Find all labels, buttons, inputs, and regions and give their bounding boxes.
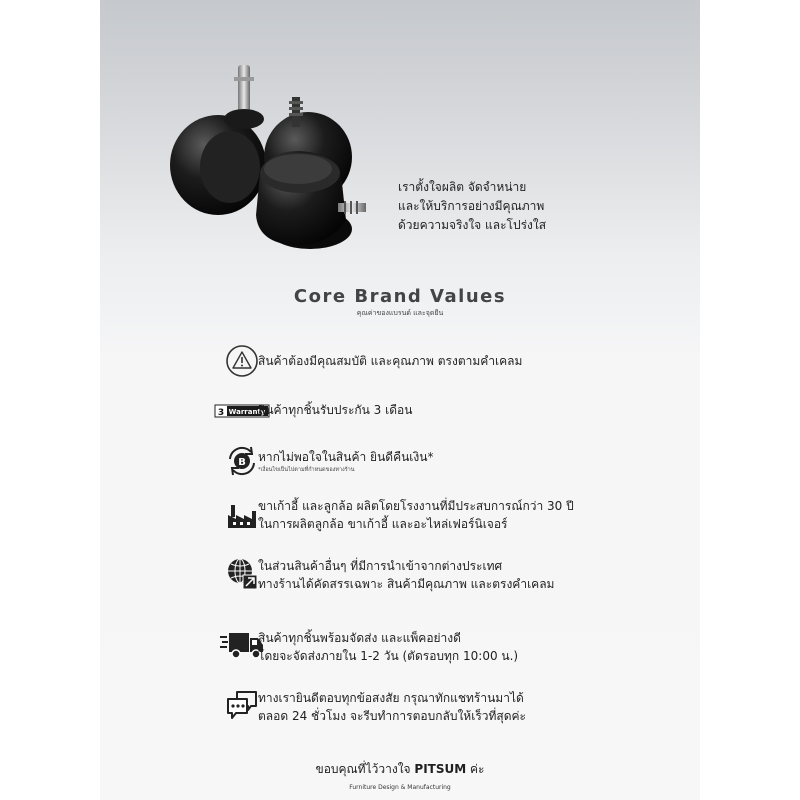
tagline-line: ด้วยความจริงใจ และโปร่งใส: [398, 218, 547, 232]
value-item-import: [100, 555, 700, 615]
tagline-line: และให้บริการอย่างมีคุณภาพ: [398, 199, 545, 213]
footer-thanks-suffix: ค่ะ: [470, 762, 485, 776]
brand-name: PITSUM: [414, 762, 467, 776]
value-text-line: ทางเรายินดีตอบทุกข้อสงสัย กรุณาทักแชทร้านมาได้: [258, 691, 524, 705]
footer-tagline: Furniture Design & Manufacturing: [349, 784, 451, 791]
brand-values-panel: [100, 0, 700, 800]
footer-thanks-prefix: ขอบคุณที่ไว้วางใจ: [315, 762, 411, 776]
value-text-line: ตลอด 24 ชั่วโมง จะรีบทำการตอบกลับให้เร็วที่สุดค่ะ: [258, 709, 527, 723]
value-text-line: สินค้าทุกชิ้นรับประกัน 3 เดือน: [258, 403, 413, 417]
value-text-line: สินค้าทุกชิ้นพร้อมจัดส่ง และแพ็คอย่างดี: [258, 631, 461, 645]
value-text-line: สินค้าต้องมีคุณสมบัติ และคุณภาพ ตรงตามคำเคลม: [258, 354, 523, 368]
value-text-line: หากไม่พอใจในสินค้า ยินดีคืนเงิน*: [258, 450, 434, 464]
value-text-line: โดยจะจัดส่งภายใน 1-2 วัน (ตัดรอบทุก 10:00 น.): [258, 649, 519, 663]
value-item-support: [100, 687, 700, 747]
warranty-badge-text: Warranty: [228, 408, 266, 416]
section-subtitle: คุณค่าของแบรนด์ และจุดยืน: [356, 309, 444, 317]
caster-wheels-image: [160, 55, 390, 260]
tagline-line: เราตั้งใจผลิต จัดจำหน่าย: [398, 180, 527, 194]
value-text-line: ขาเก้าอี้ และลูกล้อ ผลิตโดยโรงงานที่มีประสบการณ์กว่า 30 ปี: [258, 499, 574, 513]
value-text-line: ในส่วนสินค้าอื่นๆ ที่มีการนำเข้าจากต่างประเทศ: [258, 559, 503, 573]
value-item-quality: [100, 344, 700, 404]
value-text-line: ทางร้านได้คัดสรรเฉพาะ สินค้ามีคุณภาพ และตรงคำเคลม: [258, 577, 555, 591]
section-heading: [100, 286, 700, 319]
footer: [100, 760, 700, 791]
section-title: Core Brand Values: [293, 286, 507, 307]
value-text-line: ในการผลิตลูกล้อ ขาเก้าอี้ และอะไหล่เฟอร์นิเจอร์: [258, 517, 508, 531]
value-item-factory: [100, 495, 700, 555]
svg-text:B: B: [238, 457, 246, 468]
warranty-badge-number: 3: [217, 408, 225, 418]
value-item-delivery: [100, 626, 700, 686]
footer-thanks: [100, 760, 700, 779]
hero-tagline: [398, 178, 546, 235]
refund-condition-note: *เงื่อนไขเป็นไปตามที่กำหนดของทางร้าน: [258, 467, 355, 473]
